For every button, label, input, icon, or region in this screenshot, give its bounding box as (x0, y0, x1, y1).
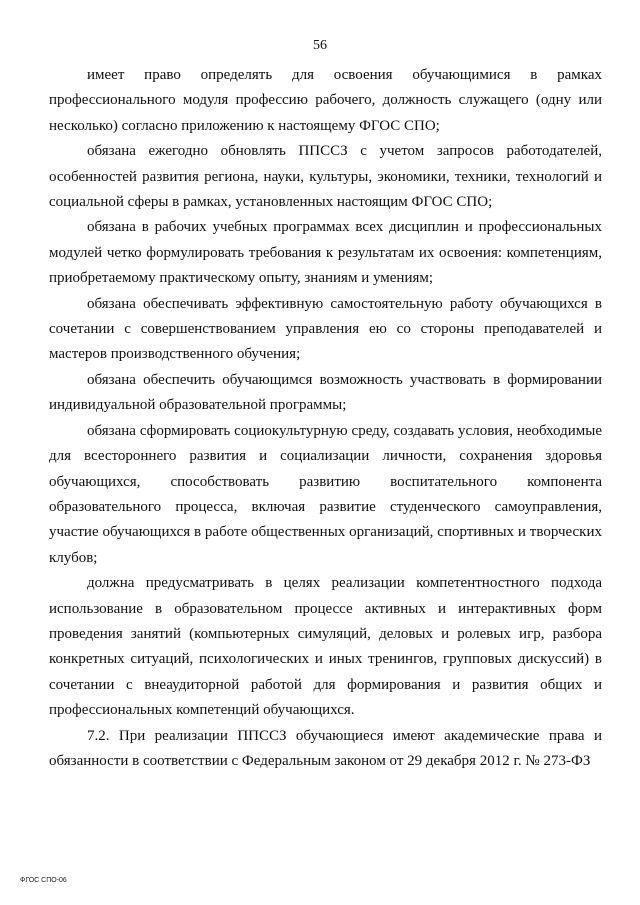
paragraph-annual-update: обязана ежегодно обновлять ППССЗ с учетом запросов работодателей, особенностей развития региона, науки, культуры, экономики, техники, технологий и социальной сферы в рамках, установленных настоящим ФГОС СПО; (49, 143, 602, 211)
paragraph-interactive-forms: должна предусматривать в целях реализации компетентностного подхода использование в образовательном процессе активных и интерактивных форм проведения занятий (компьютерных симуляций, деловых и ролевых игр, разбора конкретных ситуаций, психологических и иных тренингов, групповых дискуссий) в сочетании с внеаудиторной работой для формирования и развития общих и профессиональных компетенций обучающихся. (49, 575, 602, 719)
paragraph-sociocultural-environment: обязана сформировать социокультурную среду, создавать условия, необходимые для всестороннего развития и социализации личности, сохранения здоровья обучающихся, способствовать развитию воспитательного компонента образовательного процесса, включая развитие студенческого самоуправления, участие обучающихся в работе общественных организаций, спортивных и творческих клубов; (49, 422, 602, 566)
page-number: 56 (313, 38, 327, 53)
paragraph-profession-choice: имеет право определять для освоения обучающимися в рамках профессионального модуля профессию рабочего, должность служащего (одну или несколько) согласно приложению к настоящему ФГОС СПО; (49, 67, 602, 134)
paragraph-independent-work: обязана обеспечивать эффективную самостоятельную работу обучающихся в сочетании с совершенствованием управления ею со стороны преподавателей и мастеров производственного обучения; (49, 295, 602, 363)
paragraph-requirements: обязана в рабочих учебных программах всех дисциплин и профессиональных модулей четко формулировать требования к результатам их освоения: компетенциям, приобретаемому практическому опыту, знаниям и умениям; (49, 219, 602, 287)
document-body (49, 63, 602, 774)
paragraph-section-7-2: 7.2. При реализации ППССЗ обучающиеся имеют академические права и обязанности в соответствии с Федеральным законом от 29 декабря 2012 г. № 273-ФЗ (49, 727, 602, 769)
paragraph-individual-program: обязана обеспечить обучающимся возможность участвовать в формировании индивидуальной образовательной программы; (49, 371, 602, 414)
footer-document-code: ФГОС СПО-06 (20, 877, 67, 884)
